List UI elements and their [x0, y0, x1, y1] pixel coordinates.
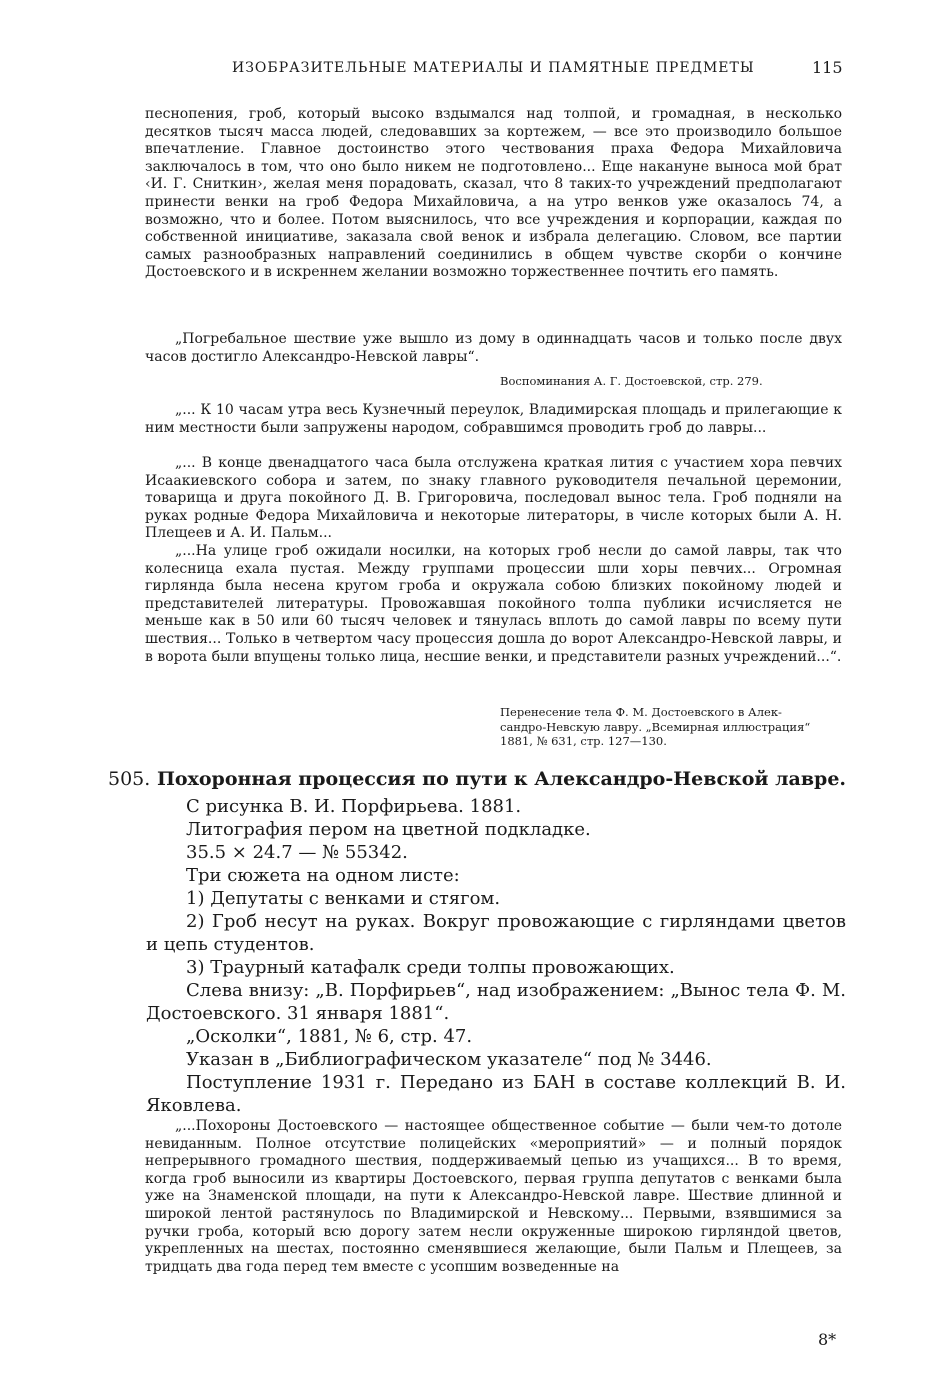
- entry-line-provenance: Поступление 1931 г. Передано из БАН в составе коллекций В. И. Яковлева.: [146, 1072, 846, 1116]
- entry-line-subjects: Три сюжета на одном листе:: [186, 865, 460, 886]
- entry-line-subject-2: 2) Гроб несут на руках. Вокруг провожающие с гирляндами цветов и цепь студентов.: [146, 911, 846, 955]
- catalog-entry-title: Похоронная процессия по пути к Александро-Невской лавре.: [156, 768, 847, 790]
- quote2-paragraph-1: „... К 10 часам утра весь Кузнечный переулок, Владимирская площадь и прилегающие к ним местности были запружены народом, собравшимся проводить гроб до лавры...: [145, 402, 842, 436]
- quote1-paragraph-1: песнопения, гроб, который высоко вздымался над толпой, и громадная, в несколько десятков тысяч масса людей, следовавших за кортежем, — все это производило большое впечатление. Главное достоинство этого чествования праха Федора Михайловича заключалось в том, что оно было никем не подготовлено... Еще накануне выноса мой брат ‹И. Г. Сниткин›, желая меня порадовать, сказал, что 8 таких-то учреждений предполагают принести венки на гроб Федора Михайловича, а на утро венков уже оказалось 74, а возможно, что и более. Потом выяснилось, что все учреждения и корпорации, каждая по собственной инициативе, заказала свой венок и избрала делегацию. Словом, все партии самых разнообразных направлений соединились в общем чувстве скорби о кончине Достоевского и в искреннем желании возможно торжественнее почтить его память.: [145, 106, 842, 281]
- quote2-source-line-2: сандро-Невскую лавру. „Всемирная иллюстрация“: [500, 719, 811, 734]
- entry-line-inscription: Слева внизу: „В. Порфирьев“, над изображением: „Вынос тела Ф. М. Достоевского. 31 января 1881“.: [146, 980, 846, 1024]
- entry-line-technique: Литография пером на цветной подкладке.: [186, 819, 591, 840]
- quote2-source-line-1: Перенесение тела Ф. М. Достоевского в Алек-: [500, 705, 782, 719]
- quote1-source: Воспоминания А. Г. Достоевской, стр. 279.: [500, 374, 763, 388]
- entry-line-publication: „Осколки“, 1881, № 6, стр. 47.: [186, 1026, 473, 1047]
- quote3-paragraph-1: „...Похороны Достоевского — настоящее общественное событие — были чем-то дотоле невиданным. Полное отсутствие полицейских «мероприятий» — и полный порядок непрерывного громадного шествия, поддерживаемый цепью из учащихся... В то время, когда гроб выносили из квартиры Достоевского, первая группа депутатов с венками была уже на Знаменской площади, на пути к Александро-Невской лавре. Шествие длинной и широкой лентой растянулось по Владимирской и Невскому... Первыми, взявшимися за ручки гроба, который всю дорогу затем несли окруженные широкою гирляндой цветов, укрепленных на шестах, постоянно сменявшиеся желающие, были Пальм и Плещеев, за тридцать два года перед тем вместе с усопшим возведенные на: [145, 1118, 842, 1275]
- quote2-paragraph-2: „... В конце двенадцатого часа была отслужена краткая лития с участием хора певчих Исаакиевского собора и затем, по знаку главного руководителя печальной церемонии, товарища и друга покойного Д. В. Григоровича, последовал вынос тела. Гроб подняли на руках родные Федора Михайловича и некоторые литераторы, в числе которых были А. Н. Плещеев и А. И. Пальм...: [145, 455, 842, 542]
- quote1-paragraph-2: „Погребальное шествие уже вышло из дому в одиннадцать часов и только после двух часов достигло Александро-Невской лавры“.: [145, 331, 842, 365]
- running-header: ИЗОБРАЗИТЕЛЬНЫЕ МАТЕРИАЛЫ И ПАМЯТНЫЕ ПРЕДМЕТЫ: [232, 60, 755, 76]
- entry-line-bibliography: Указан в „Библиографическом указателе“ под № 3446.: [186, 1049, 712, 1070]
- quote2-source-line-3: 1881, № 631, стр. 127—130.: [500, 734, 667, 748]
- entry-line-author: С рисунка В. И. Порфирьева. 1881.: [186, 796, 522, 817]
- entry-line-subject-3: 3) Траурный катафалк среди толпы провожающих.: [186, 957, 675, 978]
- entry-line-subject-1: 1) Депутаты с венками и стягом.: [186, 888, 501, 909]
- entry-line-dimensions: 35.5 × 24.7 — № 55342.: [186, 842, 408, 863]
- signature-mark: 8*: [818, 1330, 837, 1349]
- catalog-entry-heading: [108, 768, 853, 790]
- quote2-paragraph-3: „...На улице гроб ожидали носилки, на которых гроб несли до самой лавры, так что колесница ехала пустая. Между группами процессии шли хоры певчих... Огромная гирлянда была несена кругом гроба и окружала собою близких покойному людей и представителей литературы. Провожавшая покойного толпа публики исчисляется не меньше как в 50 или 60 тысяч человек и тянулась вплоть до самой лавры по всему пути шествия... Только в четвертом часу процессия дошла до ворот Александро-Невской лавры, и в ворота были впущены только лица, несшие венки, и представители разных учреждений...“.: [145, 543, 842, 665]
- quote2-source: [500, 705, 810, 749]
- catalog-entry-number: 505.: [108, 768, 151, 790]
- page-number: 115: [812, 58, 843, 77]
